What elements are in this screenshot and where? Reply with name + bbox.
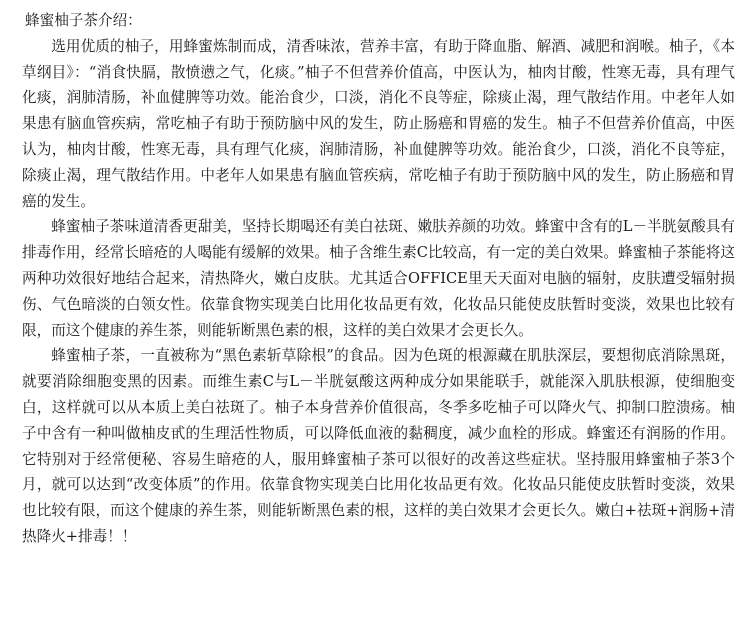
paragraph-beauty-effects: 蜂蜜柚子茶味道清香更甜美，坚持长期喝还有美白祛斑、嫩肤养颜的功效。蜂蜜中含有的L－半胱氨酸具有排毒作用，经常长暗疮的人喝能有缓解的效果。柚子含维生素C比较高，有一定的美白效果。蜂蜜柚子茶能将这两种功效很好地结合起来，清热降火，嫩白皮肤。尤其适合OFFICE里天天面对电脑的辐射，皮肤遭受辐射损伤、气色暗淡的白领女性。依靠食物实现美白比用化妆品更有效，化妆品只能使皮肤暂时变淡，效果也比较有限，而这个健康的养生茶，则能斩断黑色素的根，这样的美白效果才会更长久。 [22, 218, 735, 339]
document-body [20, 8, 735, 550]
paragraph-intro: 选用优质的柚子，用蜂蜜炼制而成，清香味浓，营养丰富，有助于降血脂、解酒、减肥和润喉。柚子，《本草纲目》：“消食快膈，散愤懑之气，化痰。”柚子不但营养价值高，中医认为，柚肉甘酸，性寒无毒，具有理气化痰，润肺清肠，补血健脾等功效。能治食少，口淡，消化不良等症，除痰止渴，理气散结作用。中老年人如果患有脑血管疾病，常吃柚子有助于预防脑中风的发生，防止肠癌和胃癌的发生。柚子不但营养价值高，中医认为，柚肉甘酸，性寒无毒，具有理气化痰，润肺清肠，补血健脾等功效。能治食少，口淡，消化不良等症，除痰止渴，理气散结作用。中老年人如果患有脑血管疾病，常吃柚子有助于预防脑中风的发生，防止肠癌和胃癌的发生。 [22, 37, 735, 210]
paragraph-melanin: 蜂蜜柚子茶，一直被称为“黑色素斩草除根”的食品。因为色斑的根源藏在肌肤深层，要想彻底消除黑斑，就要消除细胞变黑的因素。而维生素C与L－半胱氨酸这两种成分如果能联手，就能深入肌肤根源，使细胞变白，这样就可以从本质上美白祛斑了。柚子本身营养价值很高，冬季多吃柚子可以降火气、抑制口腔溃疡。柚子中含有一种叫做柚皮甙的生理活性物质，可以降低血液的黏稠度，减少血栓的形成。蜂蜜还有润肠的作用。它特别对于经常便秘、容易生暗疮的人，服用蜂蜜柚子茶可以很好的改善这些症状。坚持服用蜂蜜柚子茶3个月，就可以达到“改变体质”的作用。依靠食物实现美白比用化妆品更有效。化妆品只能使皮肤暂时变淡，效果也比较有限，而这个健康的养生茶，则能斩断黑色素的根，这样的美白效果才会更长久。嫩白+祛斑+润肠+清热降火+排毒！！ [22, 347, 735, 545]
document-title: 蜂蜜柚子茶介绍： [25, 12, 142, 29]
